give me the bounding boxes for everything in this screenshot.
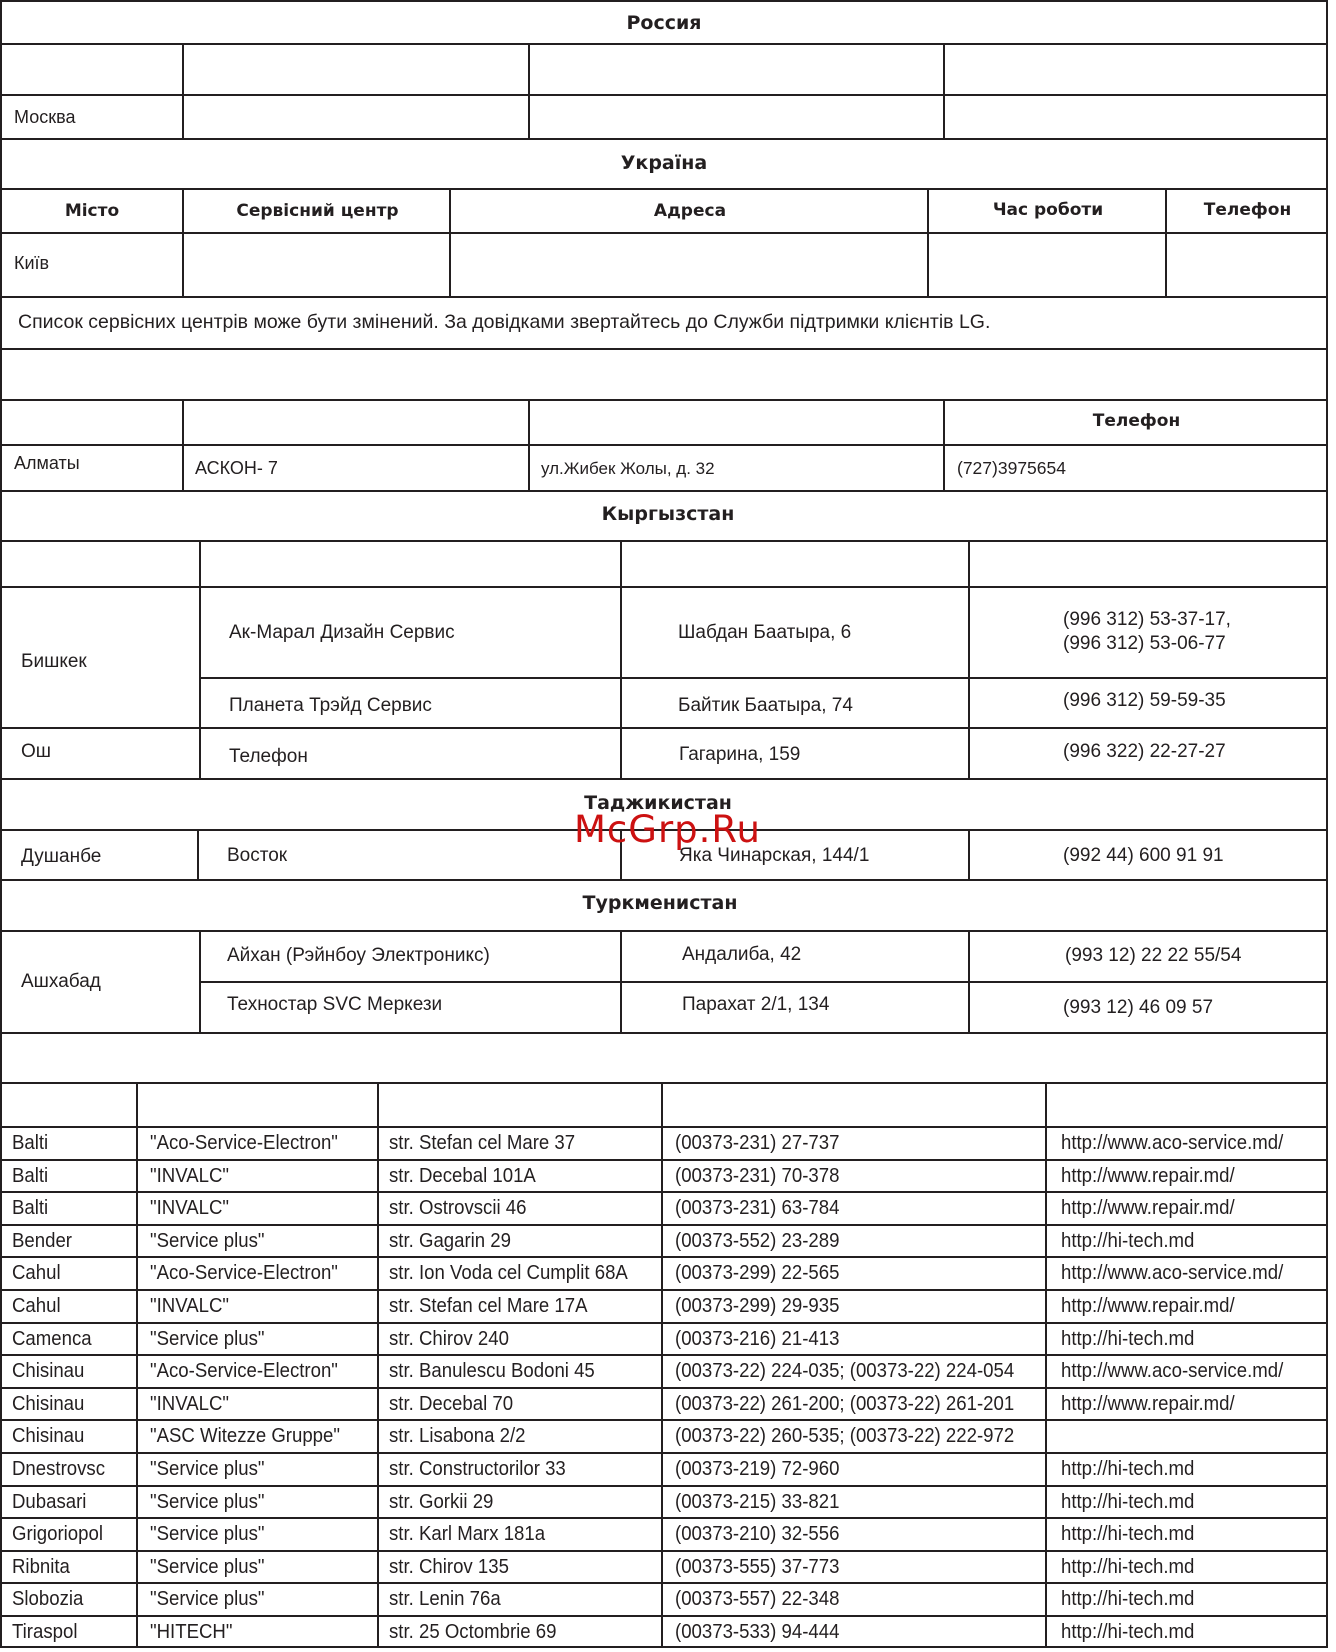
service-center-name: Планета Трэйд Сервис [229,695,432,716]
service-center-address: Гагарина, 159 [679,744,801,765]
divider [0,1354,1328,1356]
service-center-name: "Service plus" [150,1327,265,1350]
divider [968,829,970,879]
service-center-address: Андалиба, 42 [682,944,802,965]
city-cell: Dnestrovsc [12,1458,106,1480]
service-center-name: "INVALC" [150,1164,230,1187]
service-center-address: str. Chirov 240 [389,1327,509,1350]
service-center-phone: (00373-210) 32-556 [675,1523,840,1546]
divider [0,188,1328,190]
service-center-address: str. Banulescu Bodoni 45 [389,1360,595,1383]
divider [968,540,970,778]
divider [620,930,622,1032]
service-center-website: http://www.repair.md/ [1061,1295,1235,1317]
divider [0,1082,1328,1084]
service-center-name: "Service plus" [150,1555,265,1578]
divider [0,1159,1328,1161]
divider [0,1126,1328,1128]
service-center-phone: (727)3975654 [957,458,1066,478]
divider [0,1289,1328,1291]
section-title-russia: Россия [626,12,702,34]
service-center-phone: (996 312) 53-06-77 [1063,633,1226,654]
service-center-website: http://www.aco-service.md/ [1061,1360,1284,1383]
divider [200,981,1328,983]
service-center-address: Яка Чинарская, 144/1 [679,845,870,866]
section-title-kyrgyzstan: Кыргызстан [601,503,735,525]
city-cell: Balti [12,1164,49,1187]
service-center-phone: (00373-22) 261-200; (00373-22) 261-201 [675,1392,1015,1415]
service-center-phone: (996 312) 53-37-17, [1063,609,1231,630]
divider [0,1224,1328,1226]
service-center-website: http://www.aco-service.md/ [1061,1132,1284,1154]
divider [0,348,1328,350]
service-center-name: "ASC Witezze Gruppe" [150,1425,340,1448]
city-osh: Ош [21,741,52,762]
service-center-address: str. Decebal 101A [389,1164,536,1187]
service-center-website: http://www.repair.md/ [1061,1164,1235,1187]
city-moscow: Москва [14,107,76,127]
divider [661,1082,663,1648]
service-center-website: http://hi-tech.md [1061,1621,1195,1643]
section-title-tajikistan: Таджикистан [584,792,732,814]
divider [199,930,201,1032]
divider [0,43,1328,45]
service-center-name: Восток [227,845,288,866]
divider [528,399,530,490]
service-center-name: "INVALC" [150,1295,230,1317]
service-center-phone: (996 322) 22-27-27 [1063,741,1226,762]
city-cell: Balti [12,1132,49,1154]
divider [0,444,1328,446]
service-center-name: Телефон [229,746,308,767]
service-center-phone: (00373-219) 72-960 [675,1458,840,1480]
city-cell: Cahul [12,1295,61,1317]
service-center-address: str. Karl Marx 181a [389,1523,546,1546]
divider [0,296,1328,298]
city-bishkek: Бишкек [21,651,87,672]
column-header-service-center: Сервісний центр [236,201,399,221]
service-center-website: http://hi-tech.md [1061,1588,1195,1611]
city-cell: Chisinau [12,1425,85,1448]
city-cell: Ribnita [12,1555,70,1578]
watermark: McGrp.Ru [574,808,761,851]
city-cell: Balti [12,1197,49,1220]
service-center-name: "Aco-Service-Electron" [150,1132,338,1154]
service-center-address: str. Stefan cel Mare 17A [389,1295,588,1317]
service-center-website: http://hi-tech.md [1061,1523,1195,1546]
divider [0,1256,1328,1258]
divider [0,1615,1328,1617]
service-center-address: str. Constructorilor 33 [389,1458,566,1480]
service-center-website: http://hi-tech.md [1061,1458,1195,1480]
service-center-name: Ак-Марал Дизайн Сервис [229,622,455,643]
column-header-phone: Телефон [1092,411,1181,431]
city-cell: Tiraspol [12,1621,78,1643]
service-center-phone: (00373-231) 70-378 [675,1164,840,1187]
divider [0,1517,1328,1519]
section-title-turkmenistan: Туркменистан [582,892,738,914]
city-cell: Cahul [12,1262,61,1285]
service-center-phone: (00373-299) 22-565 [675,1262,840,1285]
service-center-website: http://hi-tech.md [1061,1555,1195,1578]
service-center-phone: (993 12) 22 22 55/54 [1065,945,1242,966]
city-cell: Camenca [12,1327,92,1350]
divider [968,930,970,1032]
service-center-address: Парахат 2/1, 134 [682,994,830,1015]
divider [197,829,199,879]
service-center-name: "Service plus" [150,1458,265,1480]
service-center-phone: (992 44) 600 91 91 [1063,845,1224,866]
service-center-address: str. Gagarin 29 [389,1229,512,1252]
service-center-phone: (00373-533) 94-444 [675,1621,840,1643]
city-cell: Chisinau [12,1360,85,1383]
divider [0,879,1328,881]
divider [199,540,201,778]
service-center-address: str. Lisabona 2/2 [389,1425,526,1448]
divider [0,1452,1328,1454]
divider [0,399,1328,401]
divider [0,1485,1328,1487]
service-center-phone: (00373-216) 21-413 [675,1327,840,1350]
service-center-name: "Service plus" [150,1490,265,1513]
service-center-phone: (00373-22) 224-035; (00373-22) 224-054 [675,1360,1015,1383]
city-cell: Chisinau [12,1392,85,1415]
service-center-name: Техностар SVC Меркези [227,994,443,1015]
column-header-address: Адреса [653,201,727,221]
divider [377,1082,379,1648]
section-title-ukraine: Україна [620,152,708,174]
service-center-name: АСКОН- 7 [195,458,278,478]
city-kyiv: Київ [14,253,50,273]
service-center-name: "HITECH" [150,1621,233,1643]
service-center-phone: (00373-555) 37-773 [675,1555,840,1578]
service-center-website: http://hi-tech.md [1061,1327,1195,1350]
service-center-phone: (00373-557) 22-348 [675,1588,840,1611]
service-center-name: "INVALC" [150,1392,230,1415]
service-center-website: http://www.repair.md/ [1061,1392,1235,1415]
service-center-address: str. 25 Octombrie 69 [389,1621,557,1643]
service-center-address: str. Ostrovscii 46 [389,1197,527,1220]
divider [1045,1082,1047,1648]
service-center-phone: (00373-552) 23-289 [675,1229,840,1252]
service-center-website: http://hi-tech.md [1061,1490,1195,1513]
city-cell: Bender [12,1229,72,1252]
service-center-name: "Service plus" [150,1229,265,1252]
service-center-address: Шабдан Баатыра, 6 [678,622,852,643]
column-header-city: Місто [64,201,120,221]
service-center-phone: (00373-231) 63-784 [675,1197,840,1220]
column-header-phone: Телефон [1203,200,1292,220]
divider [182,43,184,138]
divider [0,1191,1328,1193]
divider [0,778,1328,780]
divider [528,43,530,138]
divider [182,399,184,490]
divider [0,94,1328,96]
service-center-address: str. Ion Voda cel Cumplit 68A [389,1262,628,1285]
service-center-address: str. Gorkii 29 [389,1490,494,1513]
service-center-website: http://hi-tech.md [1061,1229,1195,1252]
service-center-website: http://www.aco-service.md/ [1061,1262,1284,1285]
ukraine-note: Список сервісних центрів може бути змінений. За довідками звертайтесь до Служби підтримки клієнтів LG. [18,311,991,333]
divider [0,138,1328,140]
city-dushanbe: Душанбе [21,846,102,867]
service-center-address: str. Chirov 135 [389,1555,509,1578]
service-center-name: "Service plus" [150,1523,265,1546]
city-cell: Grigoriopol [12,1523,103,1546]
divider [0,490,1328,492]
service-center-phone: (00373-22) 260-535; (00373-22) 222-972 [675,1425,1015,1448]
divider [136,1082,138,1648]
divider [200,677,1328,679]
service-center-name: "Service plus" [150,1588,265,1611]
divider [0,1582,1328,1584]
city-cell: Slobozia [12,1588,84,1611]
service-center-name: "INVALC" [150,1197,230,1220]
city-cell: Dubasari [12,1490,87,1513]
city-almaty: Алматы [14,453,80,473]
service-center-website: http://www.repair.md/ [1061,1197,1235,1220]
service-center-address: str. Decebal 70 [389,1392,514,1415]
divider [0,232,1328,234]
service-center-address: str. Stefan cel Mare 37 [389,1132,576,1154]
divider [0,1387,1328,1389]
divider [943,43,945,138]
divider [620,540,622,778]
divider [0,1032,1328,1034]
service-center-address: str. Lenin 76a [389,1588,501,1611]
service-center-name: "Aco-Service-Electron" [150,1262,338,1285]
city-ashgabat: Ашхабад [21,971,101,992]
service-center-phone: (996 312) 59-59-35 [1063,690,1226,711]
divider [0,1322,1328,1324]
divider [0,1419,1328,1421]
service-center-phone: (00373-299) 29-935 [675,1295,840,1317]
service-center-name: "Aco-Service-Electron" [150,1360,338,1383]
service-center-phone: (00373-215) 33-821 [675,1490,840,1513]
service-center-address: Байтик Баатыра, 74 [678,695,853,716]
service-center-phone: (993 12) 46 09 57 [1063,997,1214,1018]
divider [0,1550,1328,1552]
service-center-phone: (00373-231) 27-737 [675,1132,840,1154]
service-center-address: ул.Жибек Жолы, д. 32 [541,459,715,478]
service-center-name: Айхан (Рэйнбоу Электроникс) [227,945,490,966]
column-header-working-hours: Час роботи [992,200,1104,220]
